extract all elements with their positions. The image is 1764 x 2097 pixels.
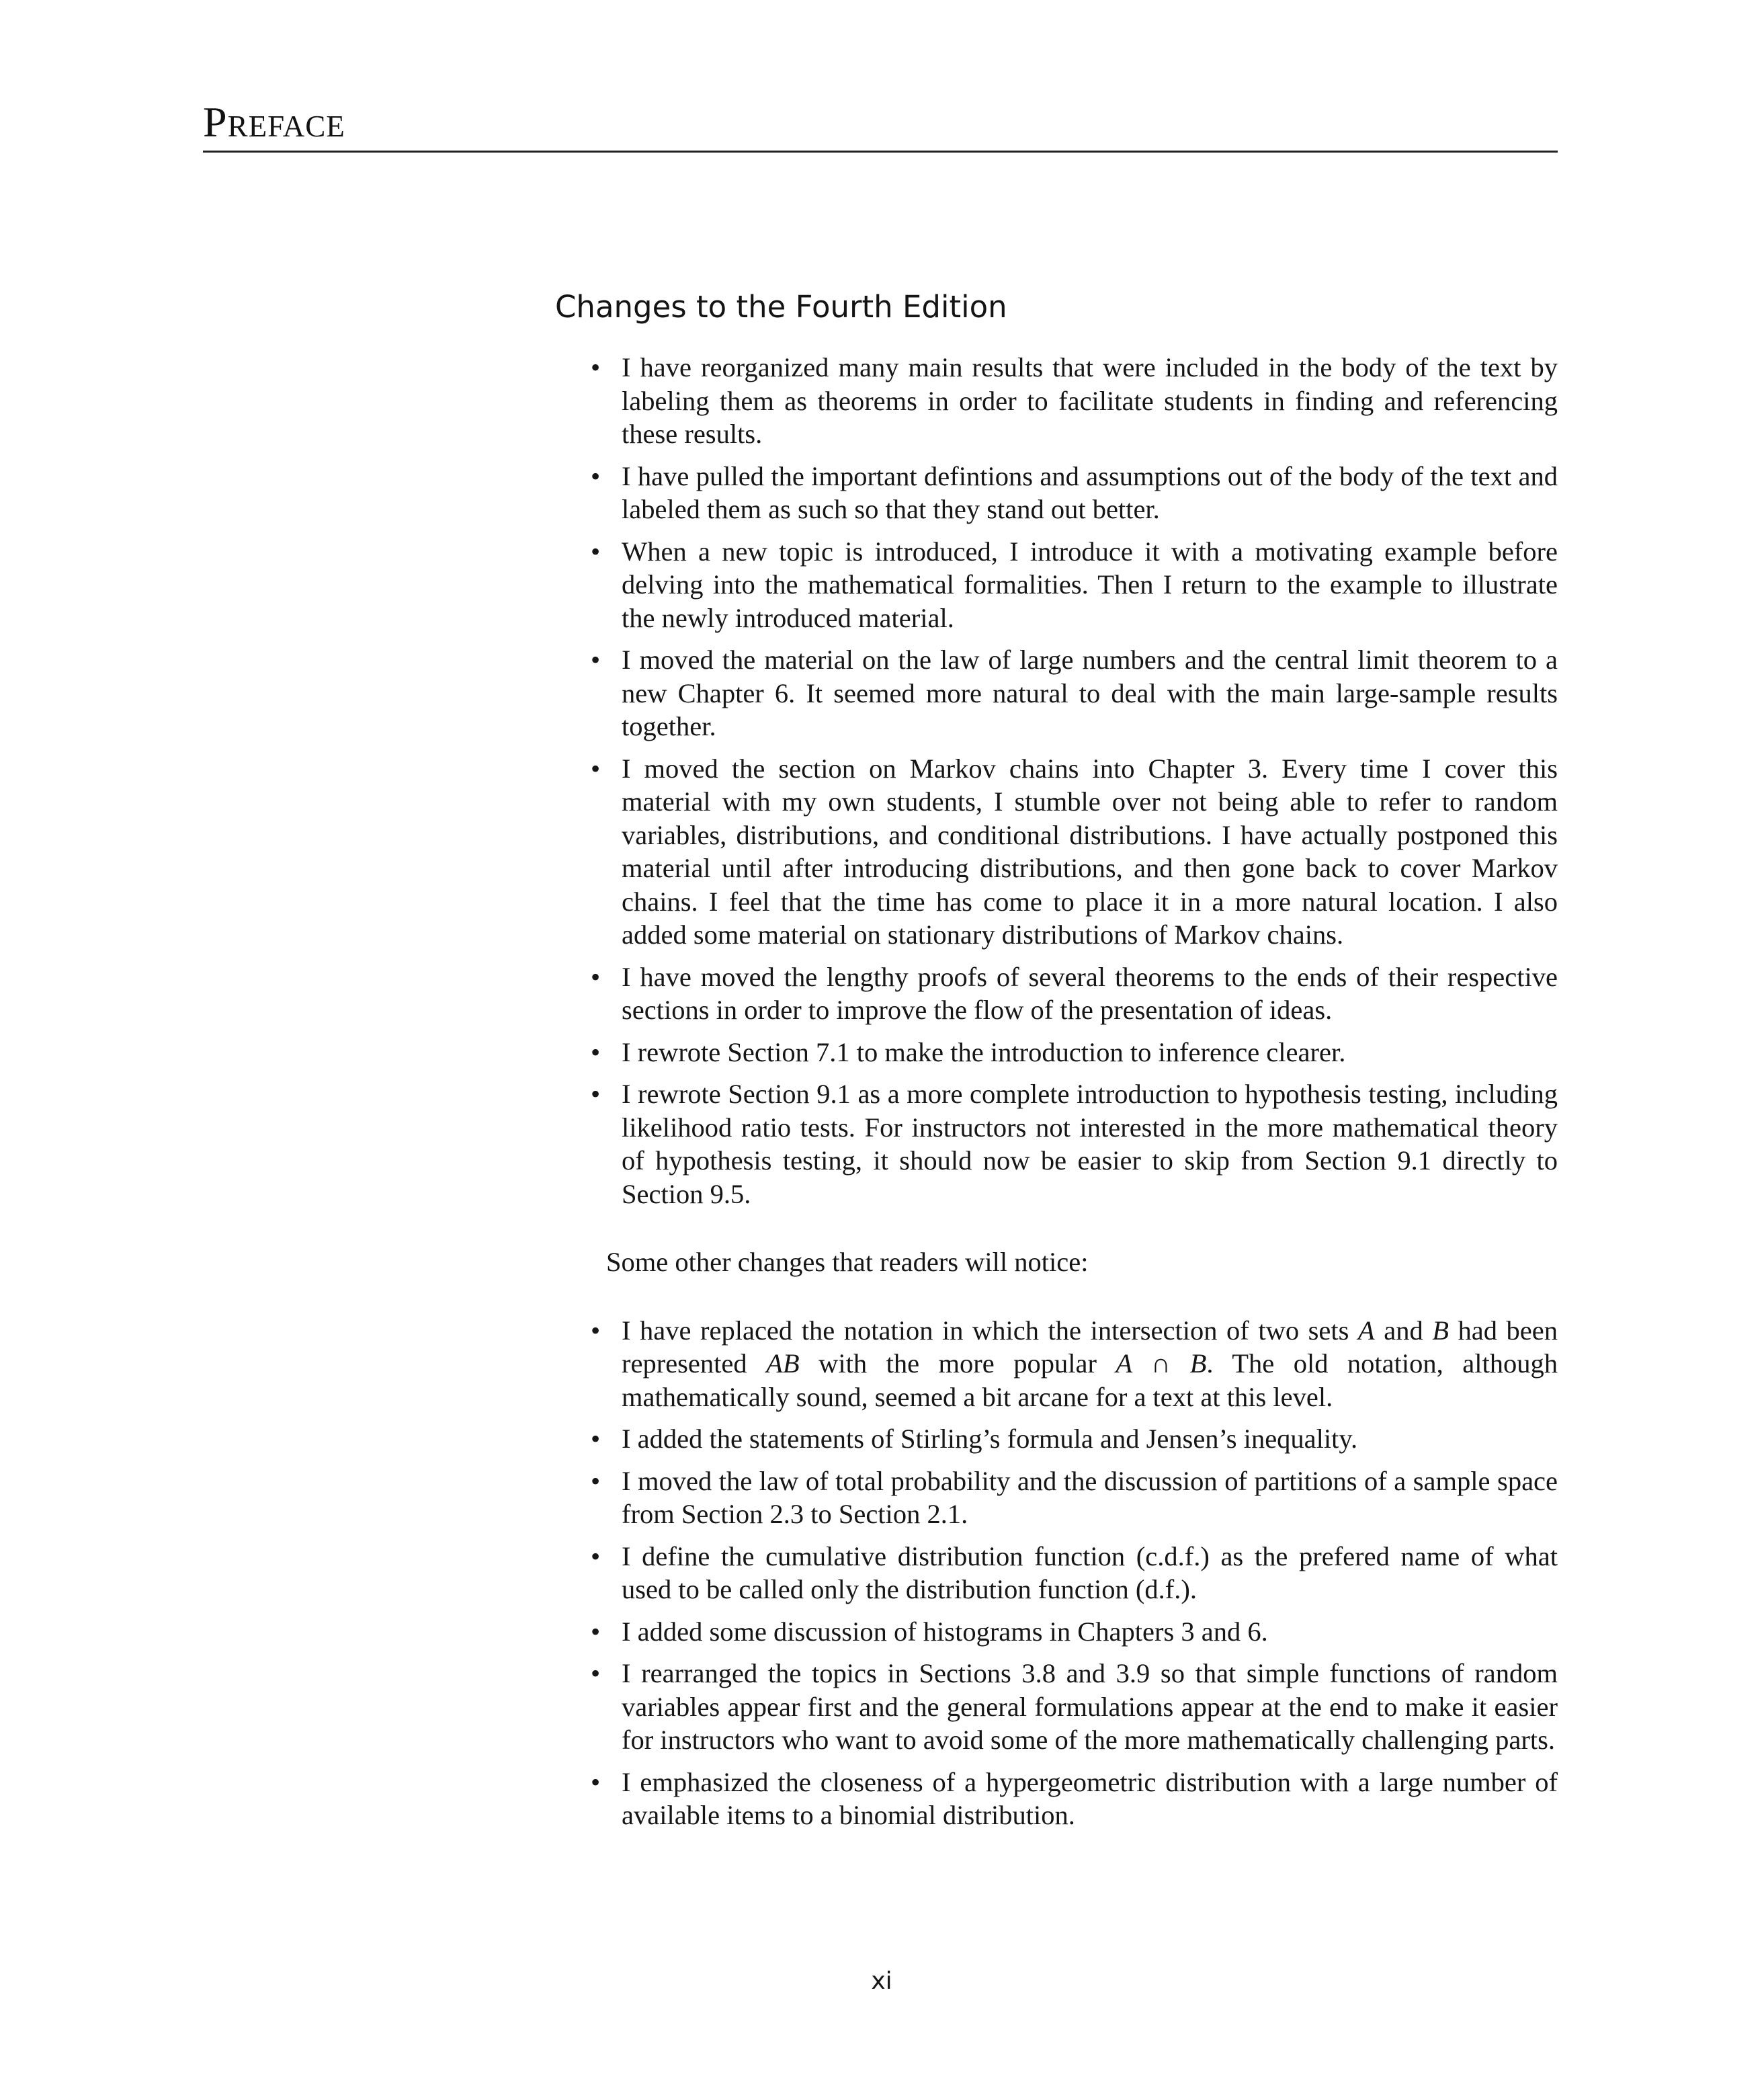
list-item: • I moved the section on Markov chains into Chapter 3. Every time I cover this material with my own students, I stumble over not being able to refer to random variables, distributions, and conditional distributions. I have actually postponed this material until after introducing distributions, and then gone back to cover Markov chains. I feel that the time has come to place it in a more natural location. I also added some material on stationary distributions of Markov chains.: [622, 752, 1558, 952]
list-item: • I define the cumulative distribution function (c.d.f.) as the prefered name of what used to be called only the distribution function (d.f.).: [622, 1540, 1558, 1606]
list-item: • I added some discussion of histograms in Chapters 3 and 6.: [622, 1615, 1558, 1649]
notation-text: had been represented: [622, 1315, 1558, 1379]
list-item: [622, 1314, 1558, 1414]
set-b-symbol: B: [1432, 1315, 1449, 1346]
list-item: • I added the statements of Stirling’s formula and Jensen’s inequality.: [622, 1422, 1558, 1456]
list-item: • I moved the law of total probability and the discussion of partitions of a sample space from Section 2.3 to Section 2.1.: [622, 1465, 1558, 1531]
list-item: • I have reorganized many main results that were included in the body of the text by labeling them as theorems in order to facilitate students in finding and referencing these results.: [622, 351, 1558, 451]
notation-text: with the more popular: [799, 1348, 1116, 1379]
page-number: xi: [871, 1967, 892, 1995]
other-changes-list: [555, 1314, 1558, 1832]
title-rule: [203, 151, 1558, 153]
main-changes-list: [555, 351, 1558, 1210]
list-item: • When a new topic is introduced, I introduce it with a motivating example before delving into the mathematical formalities. Then I return to the example to illustrate the newly introduced material.: [622, 535, 1558, 635]
notation-text: I have replaced the notation in which the intersection of two sets: [622, 1315, 1358, 1346]
list-item: • I moved the material on the law of large numbers and the central limit theorem to a new Chapter 6. It seemed more natural to deal with the main large-sample results together.: [622, 643, 1558, 743]
list-item: • I have moved the lengthy proofs of several theorems to the ends of their respective sections in order to improve the flow of the presentation of ideas.: [622, 960, 1558, 1027]
notation-text: . The old notation, although mathematically sound, seemed a bit arcane for a text at this level.: [622, 1348, 1558, 1412]
chapter-title: Preface: [203, 98, 345, 146]
list-item: • I have pulled the important defintions and assumptions out of the body of the text and labeled them as such so that they stand out better.: [622, 460, 1558, 526]
new-notation: A ∩ B: [1116, 1348, 1207, 1379]
list-item: • I emphasized the closeness of a hypergeometric distribution with a large number of available items to a binomial distribution.: [622, 1766, 1558, 1832]
notation-text: and: [1374, 1315, 1433, 1346]
list-item: • I rewrote Section 7.1 to make the introduction to inference clearer.: [622, 1036, 1558, 1069]
section-heading: Changes to the Fourth Edition: [555, 289, 1007, 325]
list-item: • I rearranged the topics in Sections 3.8 and 3.9 so that simple functions of random variables appear first and the general formulations appear at the end to make it easier for instructors who want to avoid some of the more mathematically challenging parts.: [622, 1657, 1558, 1757]
other-changes-intro: Some other changes that readers will notice:: [606, 1247, 1089, 1277]
set-a-symbol: A: [1357, 1315, 1375, 1346]
preface-content: [555, 289, 1558, 1841]
old-notation: AB: [766, 1348, 800, 1379]
list-item: • I rewrote Section 9.1 as a more complete introduction to hypothesis testing, including likelihood ratio tests. For instructors not interested in the more mathematical theory of hypothesis testing, it should now be easier to skip from Section 9.1 directly to Section 9.5.: [622, 1077, 1558, 1210]
